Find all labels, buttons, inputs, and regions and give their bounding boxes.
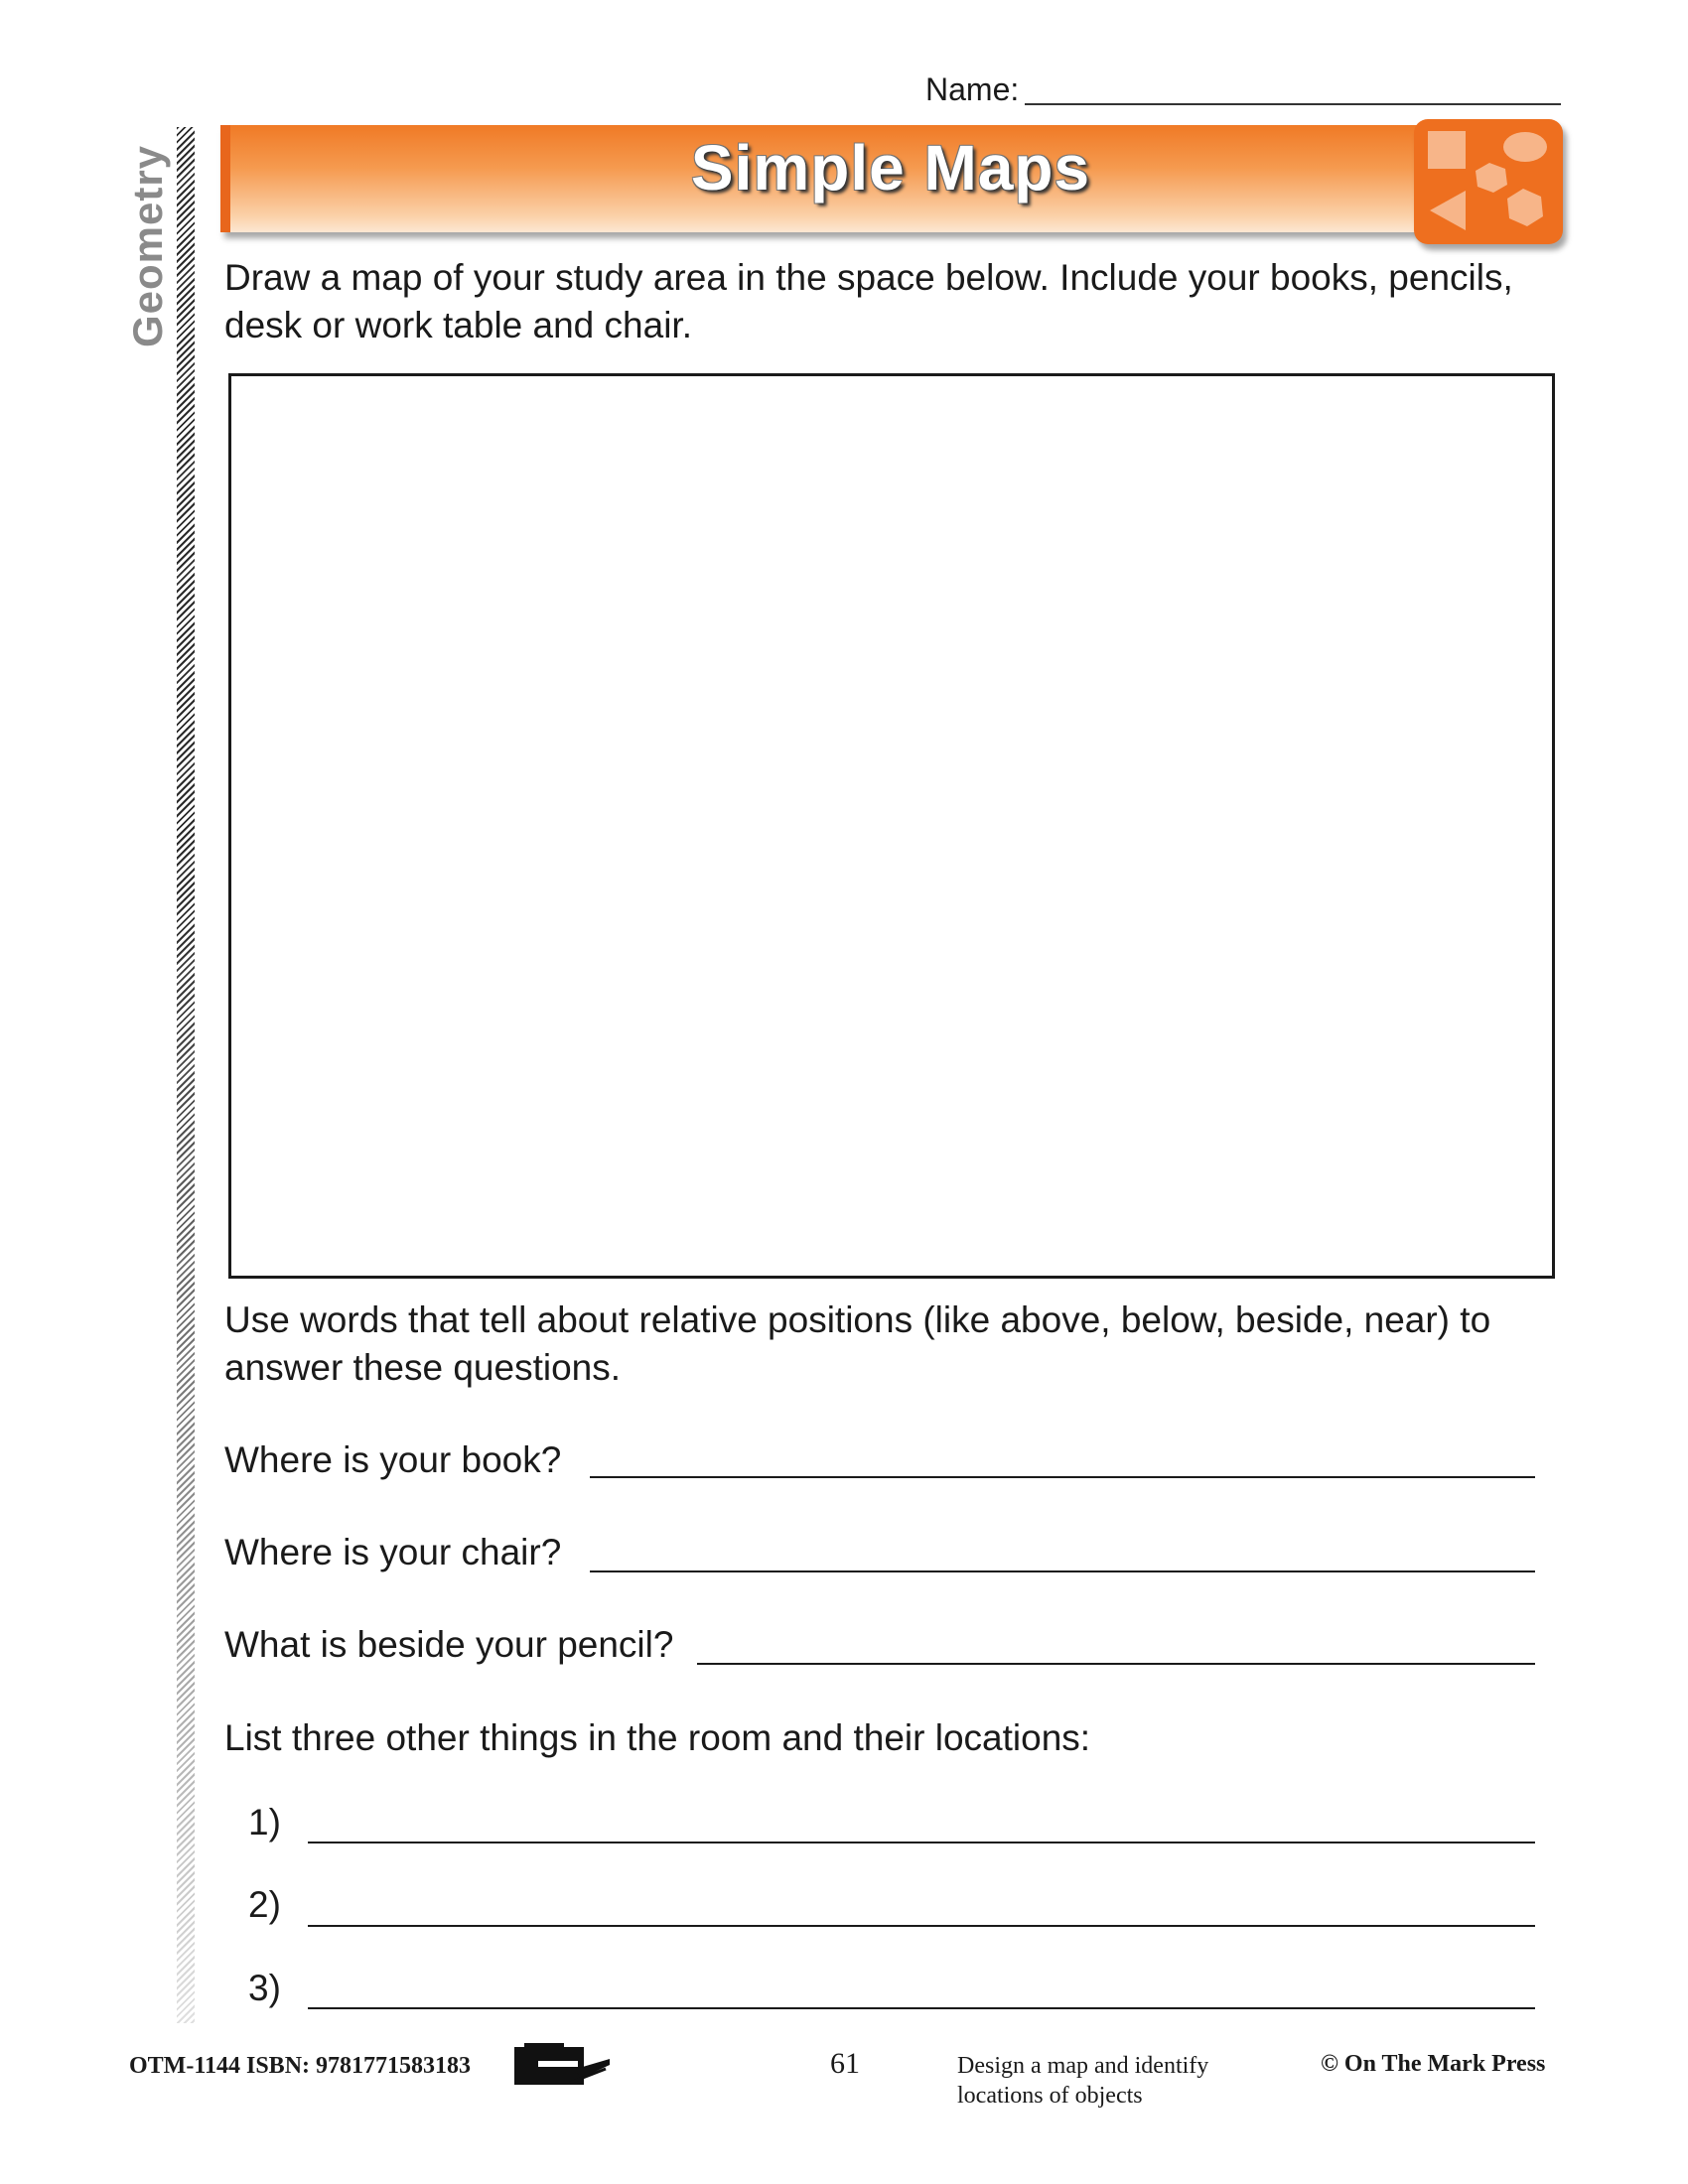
subject-label: Geometry	[124, 144, 171, 348]
shapes-graphic	[1414, 119, 1563, 244]
list-answer-line-1[interactable]	[308, 1842, 1535, 1843]
footer-code: OTM-1144 ISBN: 9781771583183	[129, 2053, 472, 2079]
list-answer-line-2[interactable]	[308, 1925, 1535, 1927]
answer-line-chair[interactable]	[590, 1570, 1535, 1572]
list-prompt: List three other things in the room and their locations:	[224, 1717, 1091, 1758]
map-drawing-area[interactable]	[228, 373, 1555, 1279]
footer-copyright: © On The Mark Press	[1321, 2051, 1546, 2077]
page-number: 61	[830, 2047, 860, 2080]
name-label: Name:	[925, 71, 1020, 107]
instruction-text: Draw a map of your study area in the space below. Include your books, pencils, desk or work table and chair.	[224, 257, 1513, 345]
list-number-2: 2)	[248, 1884, 281, 1925]
question-intro-text: Use words that tell about relative positions (like above, below, beside, near) to answer these questions.	[224, 1299, 1491, 1388]
page-title: Simple Maps	[690, 132, 1091, 204]
list-number-1: 1)	[248, 1802, 281, 1843]
question-chair-label: Where is your chair?	[224, 1532, 562, 1572]
name-field[interactable]	[1025, 103, 1561, 105]
shapes-badge-icon	[1414, 119, 1563, 244]
footer-description: Design a map and identify locations of objects	[957, 2053, 1209, 2109]
list-number-3: 3)	[248, 1968, 281, 2008]
copier-graphic	[510, 2039, 614, 2091]
answer-line-book[interactable]	[590, 1476, 1535, 1478]
answer-line-pencil[interactable]	[697, 1663, 1535, 1665]
side-decorative-stripe	[177, 127, 195, 2023]
list-answer-line-3[interactable]	[308, 2007, 1535, 2009]
copier-icon	[510, 2039, 614, 2091]
question-pencil-label: What is beside your pencil?	[224, 1624, 674, 1665]
question-book-label: Where is your book?	[224, 1439, 562, 1480]
